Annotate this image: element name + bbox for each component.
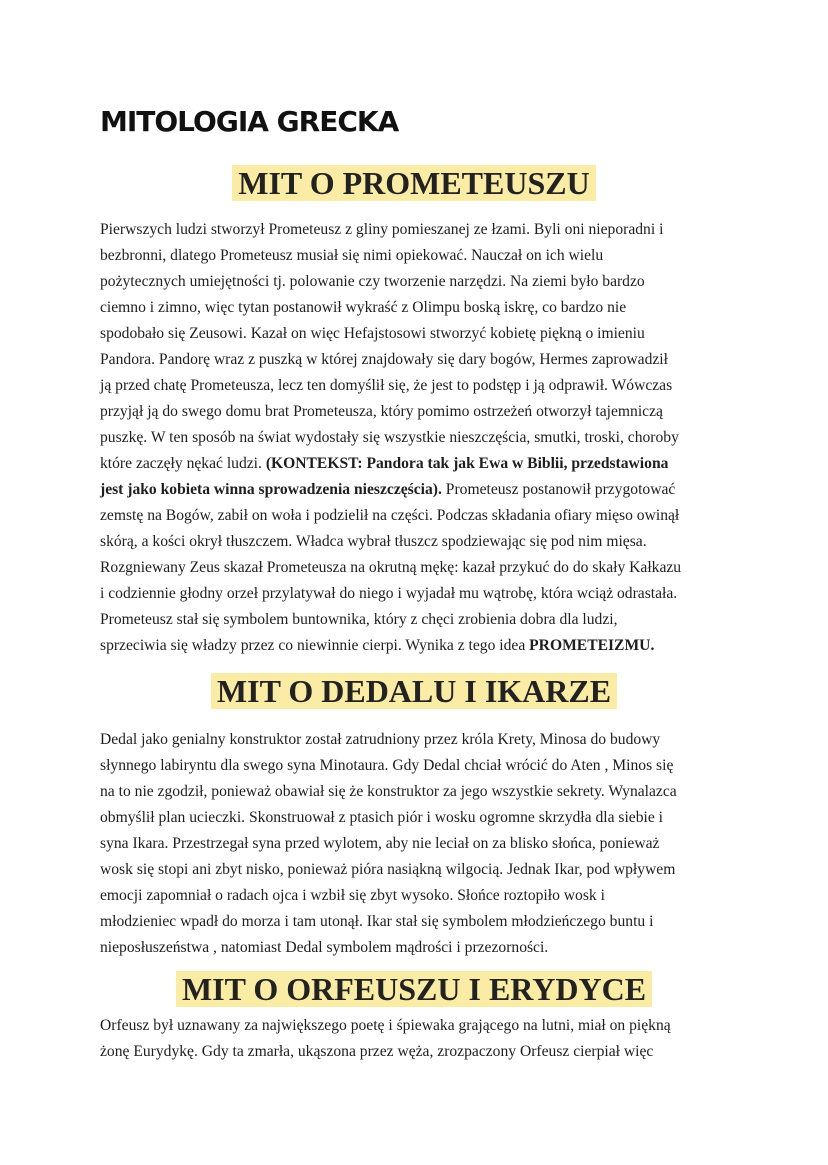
paragraph-line: słynnego labiryntu dla swego syna Minotaura. Gdy Dedal chciał wrócić do Aten , Minos się bbox=[100, 757, 674, 774]
paragraph-line: spodobało się Zeusowi. Kazał on więc Hefajstosowi stworzyć kobietę piękną o imieniu bbox=[100, 325, 645, 342]
paragraph-line: zemstę na Bogów, zabił on woła i podzielił na części. Podczas składania ofiary mięso owinął bbox=[100, 507, 680, 524]
paragraph-line: syna Ikara. Przestrzegał syna przed wylotem, aby nie leciał on za blisko słońca, ponieważ bbox=[100, 835, 660, 852]
paragraph-line: Rozgniewany Zeus skazał Prometeusza na okrutną mękę: kazał przykuć do do skały Kałkazu bbox=[100, 559, 682, 576]
highlight-orfeusz: MIT O ORFEUSZU I ERYDYCE bbox=[176, 971, 652, 1007]
paragraph-line: żonę Eurydykę. Gdy ta zmarła, ukąszona przez węża, zrozpaczony Orfeusz cierpiał więc bbox=[100, 1043, 654, 1060]
paragraph-line: na to nie zgodził, ponieważ obawiał się że konstruktor za jego wszystkie sekrety. Wynalazca bbox=[100, 783, 677, 800]
paragraph-line-final bbox=[100, 633, 722, 659]
paragraph-line: Pierwszych ludzi stworzył Prometeusz z gliny pomieszanej ze łzami. Byli oni nieporadni i bbox=[100, 221, 664, 238]
context-note-bold: jest jako kobieta winna sprowadzenia nieszczęścia). bbox=[100, 481, 442, 498]
paragraph-line: pożytecznych umiejętności tj. polowanie czy tworzenie narzędzi. Na ziemi było bardzo bbox=[100, 273, 645, 290]
paragraph-line: młodzieniec wpadł do morza i tam utonął. Ikar stał się symbolem młodzieńczego buntu i bbox=[100, 913, 654, 930]
paragraph-line: Dedal jako genialny konstruktor został zatrudniony przez króla Krety, Minosa do budowy bbox=[100, 731, 661, 748]
section-heading-orfeusz bbox=[0, 970, 828, 1008]
paragraph-line: ciemno i zimno, więc tytan postanowił wykraść z Olimpu boską iskrę, co bardzo nie bbox=[100, 299, 627, 316]
plain-text: Prometeusz postanowił przygotować bbox=[441, 481, 676, 498]
highlight-prometeusz: MIT O PROMETEUSZU bbox=[232, 165, 595, 201]
paragraph-line: ją przed chatę Prometeusza, lecz ten domyślił się, że jest to podstęp i ją odprawił. Wówczas bbox=[100, 377, 673, 394]
document-title: MITOLOGIA GRECKA bbox=[100, 105, 399, 138]
paragraph-line: Pandora. Pandorę wraz z puszką w której znajdowały się dary bogów, Hermes zaprowadził bbox=[100, 351, 668, 368]
paragraph-prometeusz bbox=[100, 217, 722, 659]
paragraph-line: obmyślił plan ucieczki. Skonstruował z ptasich piór i wosku ogromne skrzydła dla siebie i bbox=[100, 809, 663, 826]
paragraph-dedal-ikar bbox=[100, 727, 722, 961]
paragraph-line: przyjął ją do swego domu brat Prometeusza, który pomimo ostrzeżeń otworzył tajemniczą bbox=[100, 403, 663, 420]
plain-text: sprzeciwia się władzy przez co niewinnie cierpi. Wynika z tego idea bbox=[100, 637, 530, 654]
context-note-bold: (KONTEKST: Pandora tak jak Ewa w Biblii, przedstawiona bbox=[265, 455, 669, 472]
paragraph-line: skórą, a kości okrył tłuszczem. Władca wybrał tłuszcz spodziewając się pod nim mięsa. bbox=[100, 533, 647, 550]
paragraph-line: i codziennie głodny orzeł przylatywał do niego i wyjadał mu wątrobę, która wciąż odrastała. bbox=[100, 585, 678, 602]
highlight-dedal-ikar: MIT O DEDALU I IKARZE bbox=[211, 673, 617, 709]
paragraph-line: Orfeusz był uznawany za największego poetę i śpiewaka grającego na lutni, miał on piękną bbox=[100, 1017, 671, 1034]
prometeizm-term: PROMETEIZMU. bbox=[529, 637, 655, 654]
paragraph-line: puszkę. W ten sposób na świat wydostały się wszystkie nieszczęścia, smutki, troski, choroby bbox=[100, 429, 679, 446]
section-heading-prometeusz bbox=[0, 164, 828, 202]
plain-text: które zaczęły nękać ludzi. bbox=[100, 455, 266, 472]
paragraph-line: wosk się stopi ani zbyt nisko, ponieważ pióra nasiąkną wilgocią. Jednak Ikar, pod wpływem bbox=[100, 861, 676, 878]
paragraph-line: emocji zapomniał o radach ojca i wzbił się zbyt wysoko. Słońce roztopiło wosk i bbox=[100, 887, 605, 904]
paragraph-line: bezbronni, dlatego Prometeusz musiał się nimi opiekować. Nauczał on ich wielu bbox=[100, 247, 604, 264]
paragraph-orfeusz bbox=[100, 1013, 722, 1065]
paragraph-line-context-start bbox=[100, 451, 722, 477]
paragraph-line: Prometeusz stał się symbolem buntownika, który z chęci zrobienia dobra dla ludzi, bbox=[100, 611, 618, 628]
paragraph-line-context-end bbox=[100, 477, 722, 503]
paragraph-line: nieposłuszeństwa , natomiast Dedal symbolem mądrości i przezorności. bbox=[100, 939, 549, 956]
section-heading-dedal-ikar bbox=[0, 672, 828, 710]
